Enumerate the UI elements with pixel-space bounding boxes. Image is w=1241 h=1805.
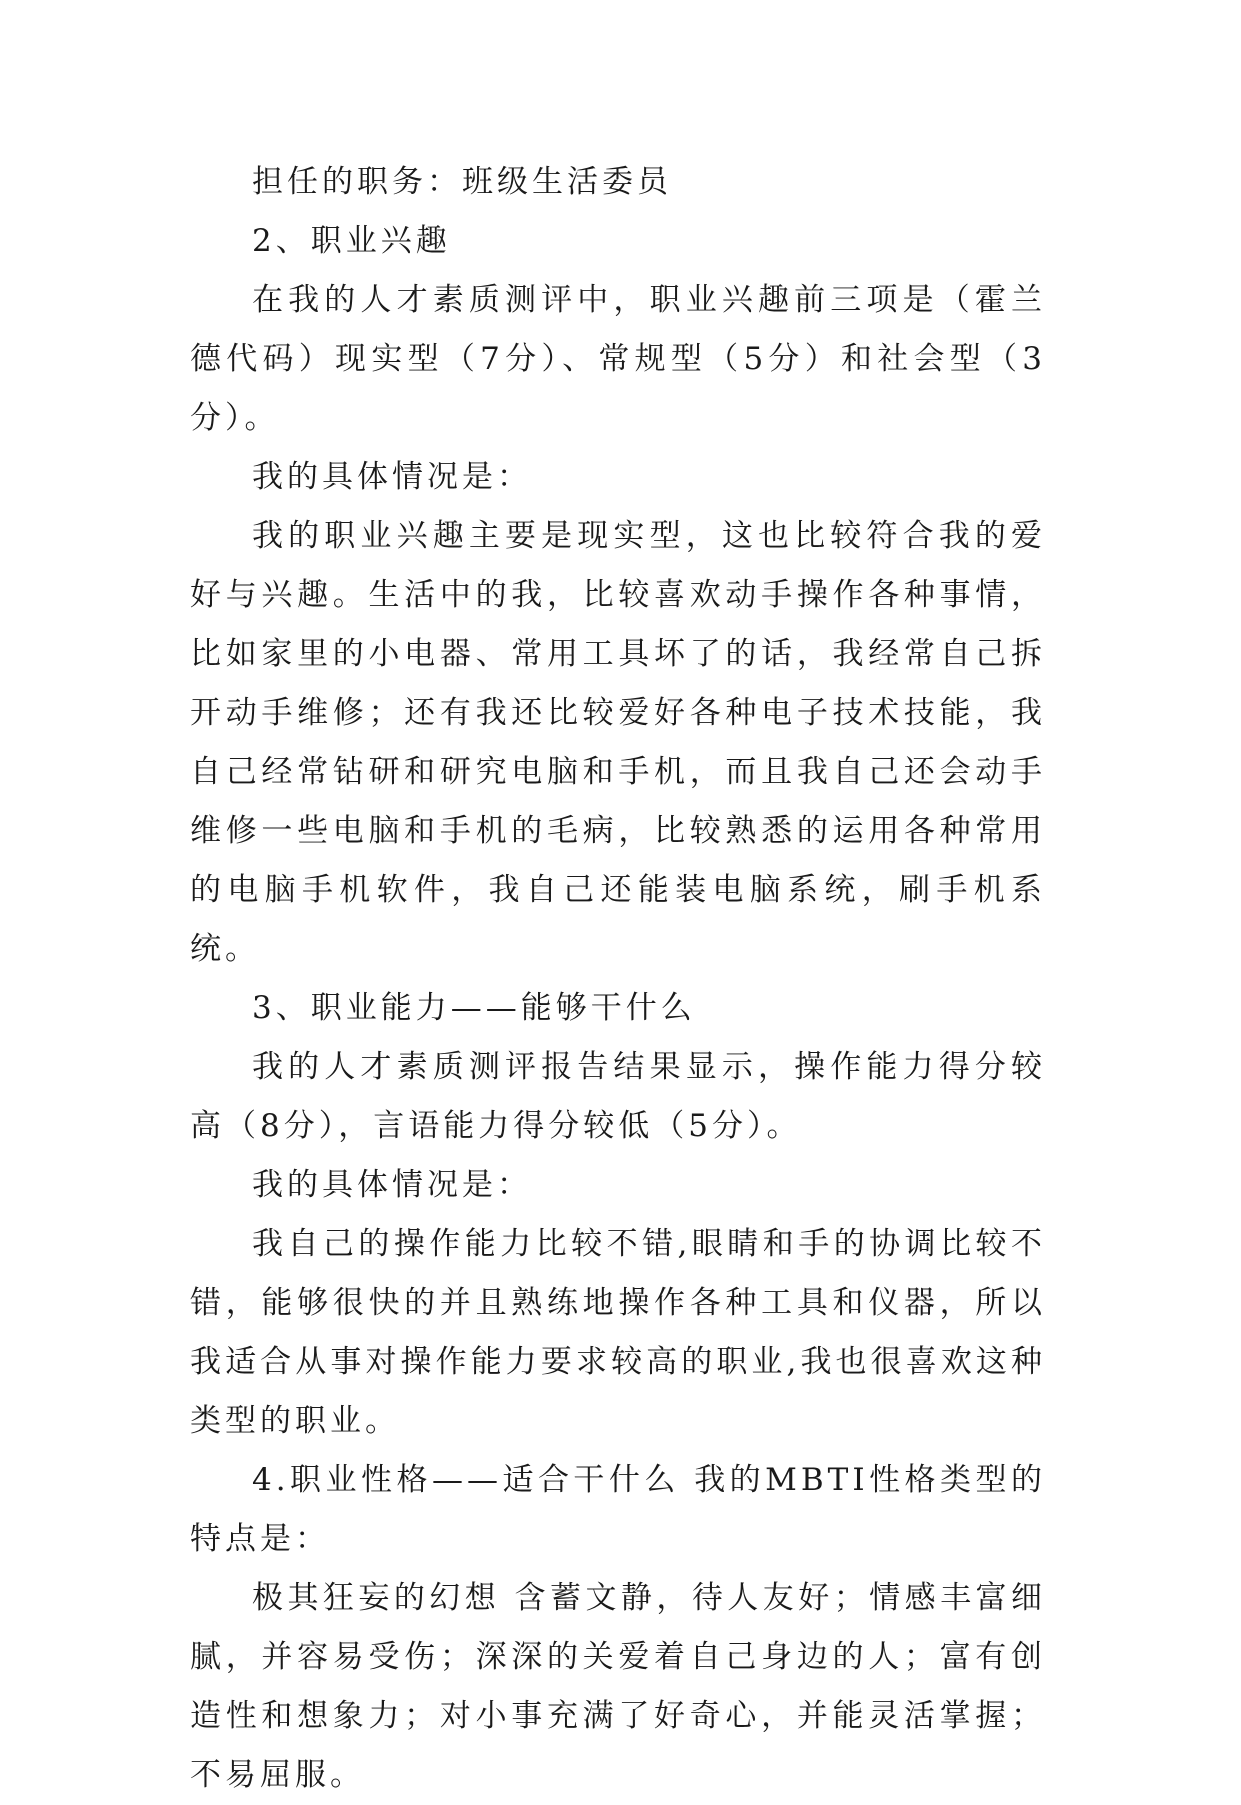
- heading-career-personality: 4.职业性格——适合干什么 我的MBTI性格类型的特点是：: [190, 1462, 1046, 1557]
- heading-career-ability: 3、职业能力——能够干什么: [252, 990, 696, 1026]
- paragraph-interest-detail: 我的职业兴趣主要是现实型，这也比较符合我的爱好与兴趣。生活中的我，比较喜欢动手操作各种事情，比如家里的小电器、常用工具坏了的话，我经常自己拆开动手维修；还有我还比较爱好各种电子技术技能，我自己经常钻研和研究电脑和手机，而且我自己还会动手维修一些电脑和手机的毛病，比较熟悉的运用各种常用的电脑手机软件，我自己还能装电脑系统，刷手机系统。: [190, 518, 1046, 967]
- paragraph-situation-label: 我的具体情况是：: [252, 1167, 532, 1203]
- paragraph-situation-label: 我的具体情况是：: [252, 459, 532, 495]
- paragraph-ability-result: 我的人才素质测评报告结果显示，操作能力得分较高（8分），言语能力得分较低（5分）。: [190, 1049, 1046, 1144]
- document-body: [190, 153, 1046, 1805]
- paragraph-ability-detail: 我自己的操作能力比较不错,眼睛和手的协调比较不错，能够很快的并且熟练地操作各种工具和仪器，所以我适合从事对操作能力要求较高的职业,我也很喜欢这种类型的职业。: [190, 1226, 1046, 1439]
- paragraph-position: 担任的职务：班级生活委员: [252, 164, 672, 200]
- heading-career-interest: 2、职业兴趣: [252, 223, 451, 259]
- paragraph-personality-detail: 极其狂妄的幻想 含蓄文静，待人友好；情感丰富细腻，并容易受伤；深深的关爱着自己身边的人；富有创造性和想象力；对小事充满了好奇心，并能灵活掌握；不易屈服。: [190, 1580, 1046, 1793]
- paragraph-interest-result: 在我的人才素质测评中，职业兴趣前三项是（霍兰德代码）现实型（7分）、常规型（5分）和社会型（3分）。: [190, 282, 1046, 436]
